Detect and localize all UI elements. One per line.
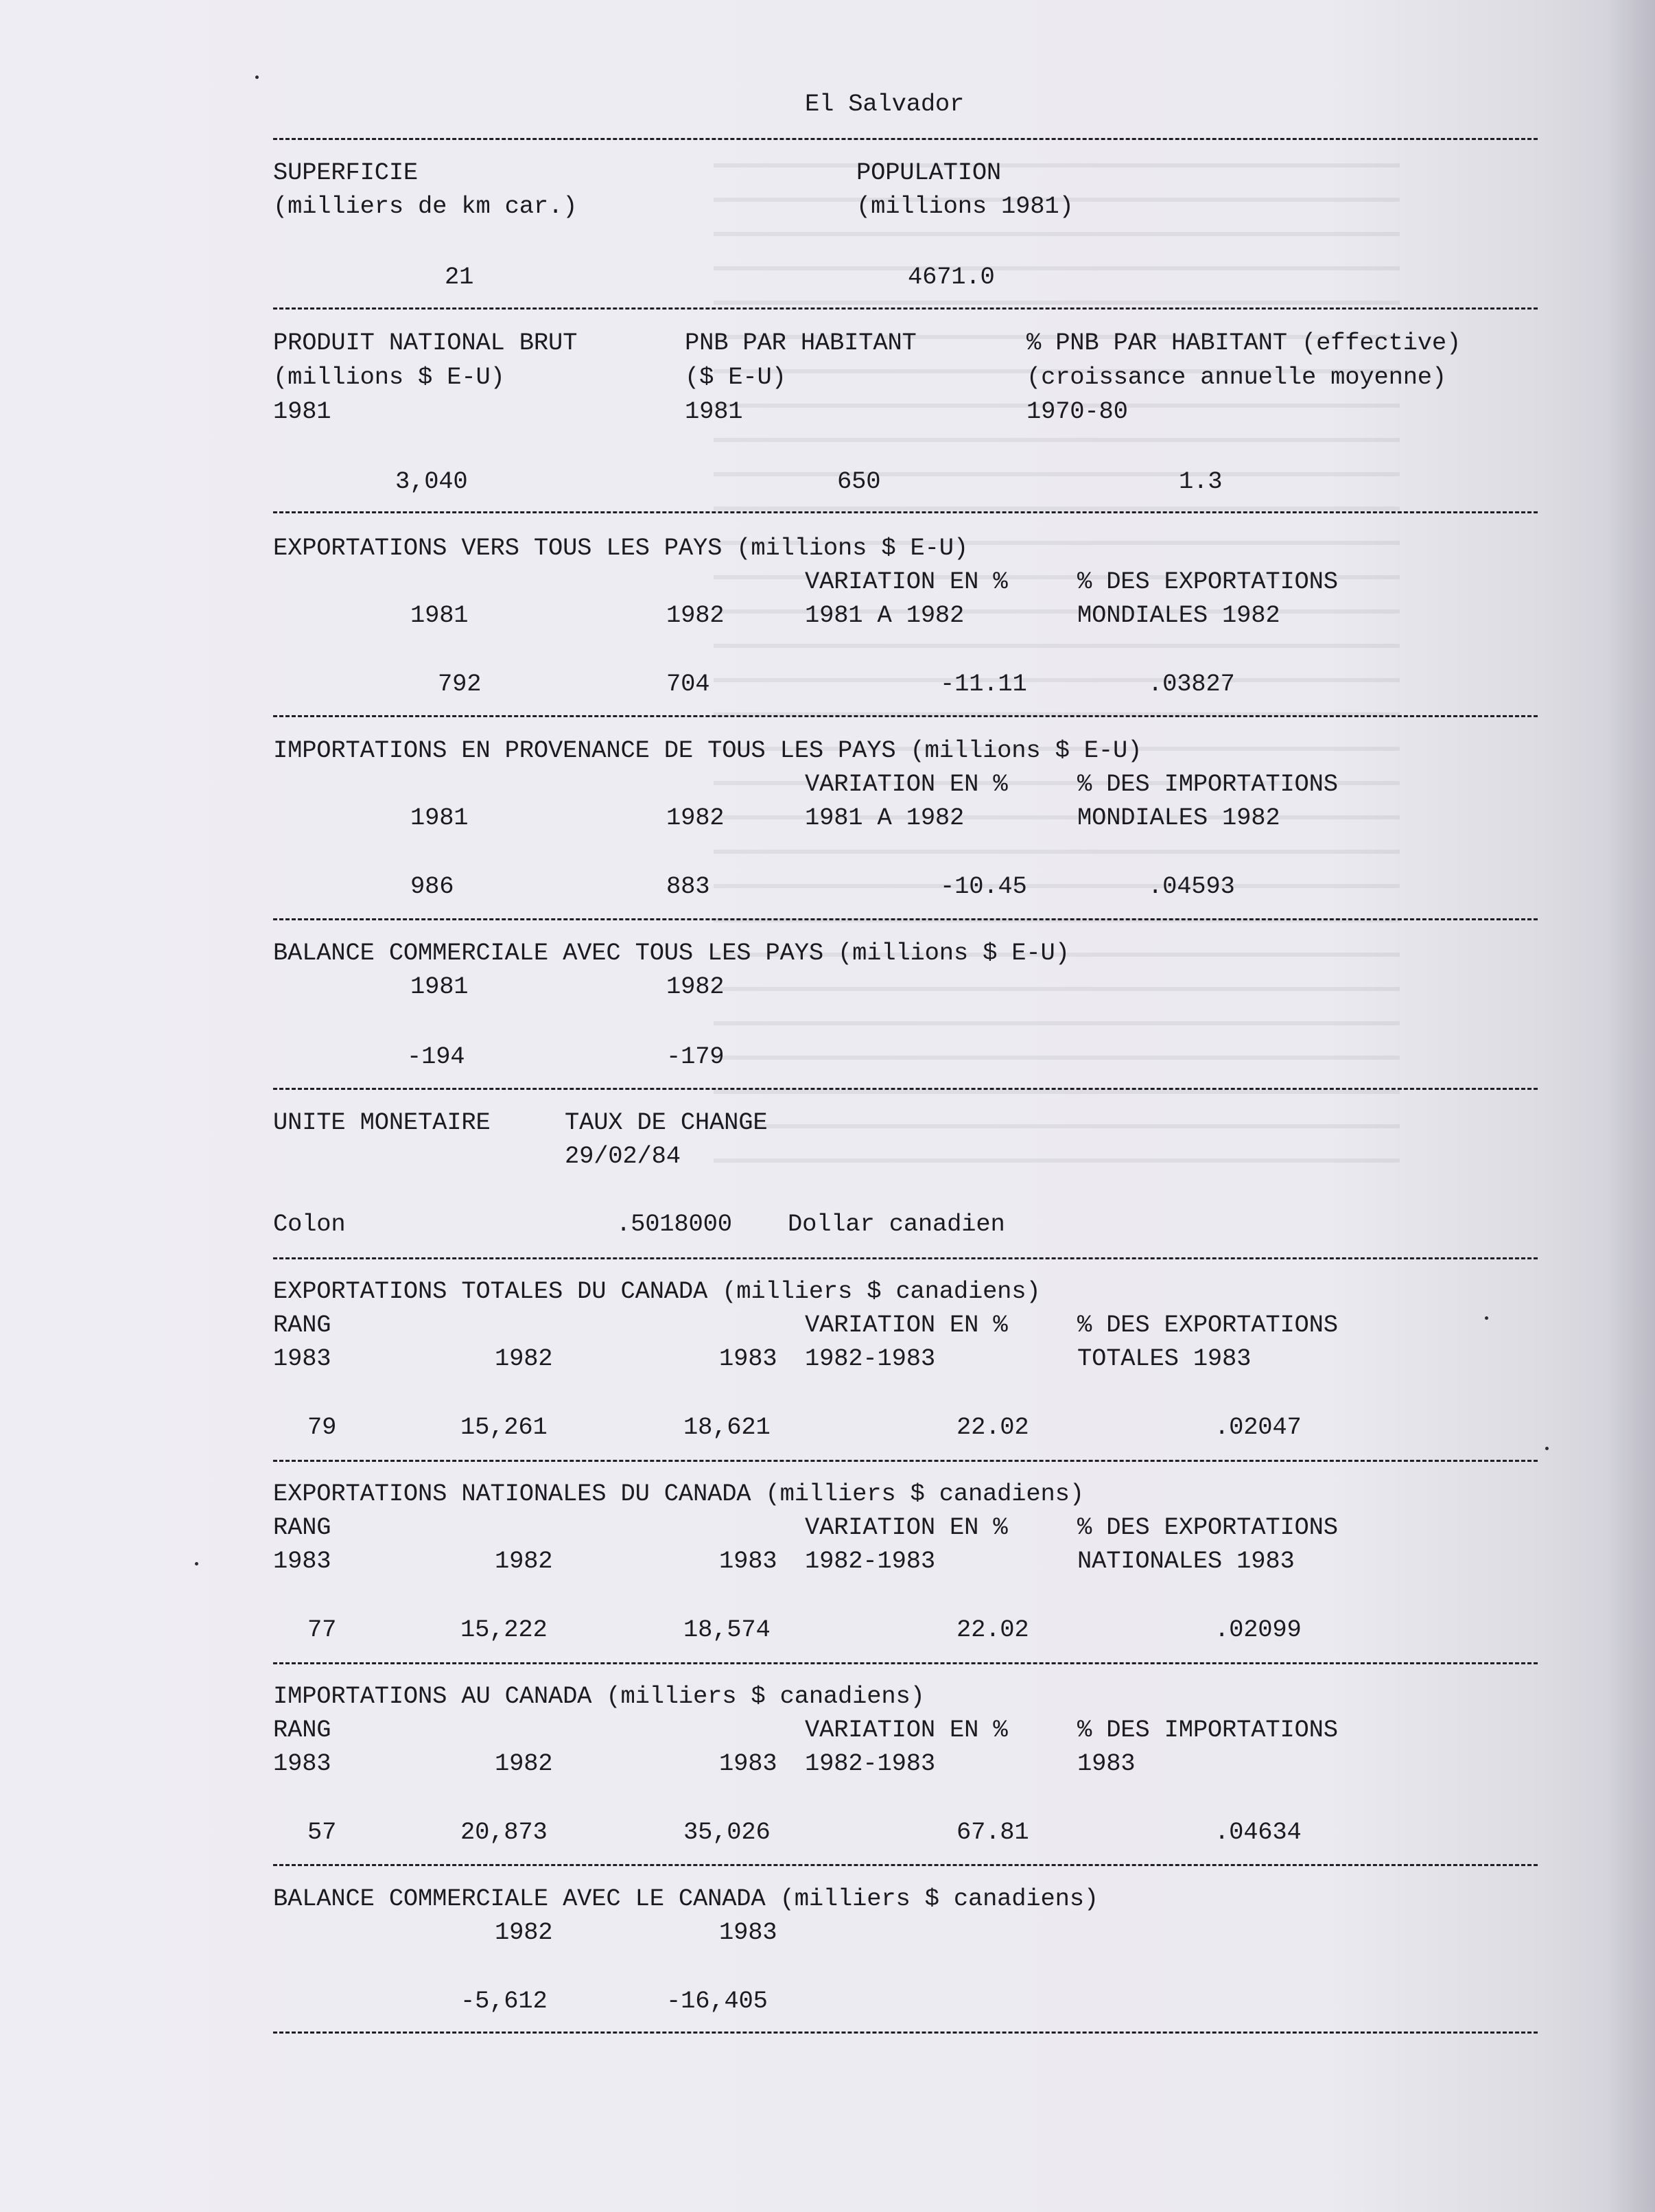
- section-title: EXPORTATIONS NATIONALES DU CANADA (milliers $ canadiens): [273, 1480, 1084, 1508]
- year-1982: 1982: [495, 1918, 553, 1946]
- exchange-rate-date: 29/02/84: [565, 1142, 681, 1170]
- year-1982: 1982: [666, 804, 725, 832]
- year-1983: 1983: [719, 1749, 777, 1778]
- variation-value: 22.02: [956, 1413, 1029, 1441]
- variation-period: 1982-1983: [805, 1547, 935, 1575]
- rank-year: 1983: [273, 1344, 331, 1373]
- value-1982: 15,222: [460, 1616, 548, 1644]
- value-1982: 704: [666, 670, 710, 698]
- share-label: % DES EXPORTATIONS: [1077, 1311, 1338, 1339]
- year-1981: 1981: [410, 973, 469, 1001]
- dashed-rule: [273, 2031, 1538, 2038]
- dashed-rule: [273, 918, 1538, 924]
- variation-label: VARIATION EN %: [805, 568, 1008, 596]
- dashed-rule: [273, 511, 1538, 517]
- pnb-year: 1981: [273, 397, 331, 426]
- year-1981: 1981: [410, 804, 469, 832]
- value-1981: 986: [410, 872, 454, 900]
- pnb-per-capita-unit: ($ E-U): [685, 363, 786, 391]
- variation-period: 1982-1983: [805, 1344, 935, 1373]
- rank-value: 57: [307, 1818, 337, 1846]
- year-1982: 1982: [495, 1344, 553, 1373]
- share-value: .02047: [1214, 1413, 1302, 1441]
- country-title: El Salvador: [805, 90, 965, 118]
- exchange-rate-value: .5018000: [616, 1210, 732, 1238]
- rank-value: 77: [307, 1616, 337, 1644]
- exchange-rate-label: TAUX DE CHANGE: [565, 1108, 768, 1137]
- share-value: .03827: [1148, 670, 1235, 698]
- year-1983: 1983: [719, 1918, 777, 1946]
- variation-period: 1981 A 1982: [805, 804, 965, 832]
- value-1982: 883: [666, 872, 710, 900]
- variation-label: VARIATION EN %: [805, 770, 1008, 798]
- value-1981: 792: [438, 670, 482, 698]
- pnb-growth-unit: (croissance annuelle moyenne): [1026, 363, 1447, 391]
- pnb-label: PRODUIT NATIONAL BRUT: [273, 329, 578, 357]
- section-title: BALANCE COMMERCIALE AVEC LE CANADA (milliers $ canadiens): [273, 1885, 1099, 1913]
- share-label: % DES EXPORTATIONS: [1077, 568, 1338, 596]
- value-1982: -5,612: [460, 1987, 548, 2015]
- value-1981: -194: [407, 1043, 465, 1071]
- share-value: .04593: [1148, 872, 1235, 900]
- currency-unit-label: UNITE MONETAIRE: [273, 1108, 491, 1137]
- ink-speck: [195, 1562, 198, 1565]
- rank-value: 79: [307, 1413, 337, 1441]
- section-title: BALANCE COMMERCIALE AVEC TOUS LES PAYS (millions $ E-U): [273, 939, 1070, 967]
- share-period: NATIONALES 1983: [1077, 1547, 1295, 1575]
- variation-value: 22.02: [956, 1616, 1029, 1644]
- ink-speck: [1485, 1316, 1488, 1320]
- dashed-rule: [273, 1088, 1538, 1094]
- pnb-value: 3,040: [395, 467, 468, 496]
- year-1983: 1983: [719, 1344, 777, 1373]
- pnb-growth-value: 1.3: [1179, 467, 1223, 496]
- rank-label: RANG: [273, 1311, 331, 1339]
- share-period: TOTALES 1983: [1077, 1344, 1252, 1373]
- value-1982: 20,873: [460, 1818, 548, 1846]
- superficie-value: 21: [445, 263, 474, 291]
- rank-year: 1983: [273, 1547, 331, 1575]
- population-value: 4671.0: [908, 263, 995, 291]
- dashed-rule: [273, 1460, 1538, 1466]
- share-value: .04634: [1214, 1818, 1302, 1846]
- pnb-unit: (millions $ E-U): [273, 363, 505, 391]
- dashed-rule: [273, 307, 1538, 314]
- rank-label: RANG: [273, 1716, 331, 1744]
- year-1982: 1982: [495, 1749, 553, 1778]
- rank-label: RANG: [273, 1513, 331, 1541]
- section-title: IMPORTATIONS AU CANADA (milliers $ canadiens): [273, 1682, 925, 1710]
- dashed-rule: [273, 138, 1538, 144]
- variation-period: 1981 A 1982: [805, 601, 965, 629]
- currency-name: Colon: [273, 1210, 346, 1238]
- variation-value: 67.81: [956, 1818, 1029, 1846]
- exchange-rate-currency: Dollar canadien: [788, 1210, 1005, 1238]
- pnb-per-capita-value: 650: [837, 467, 881, 496]
- value-1983: 18,621: [683, 1413, 771, 1441]
- year-1982: 1982: [666, 973, 725, 1001]
- value-1982: -179: [666, 1043, 725, 1071]
- section-title: EXPORTATIONS VERS TOUS LES PAYS (millions $ E-U): [273, 534, 968, 562]
- year-1982: 1982: [666, 601, 725, 629]
- pnb-growth-label: % PNB PAR HABITANT (effective): [1026, 329, 1462, 357]
- dashed-rule: [273, 1864, 1538, 1870]
- value-1983: -16,405: [666, 1987, 768, 2015]
- variation-value: -10.45: [940, 872, 1027, 900]
- bleed-through-text: [714, 137, 1400, 1167]
- share-label: % DES IMPORTATIONS: [1077, 770, 1338, 798]
- value-1983: 35,026: [683, 1818, 771, 1846]
- variation-label: VARIATION EN %: [805, 1311, 1008, 1339]
- share-period: MONDIALES 1982: [1077, 601, 1280, 629]
- dashed-rule: [273, 1662, 1538, 1668]
- share-value: .02099: [1214, 1616, 1302, 1644]
- population-unit: (millions 1981): [856, 192, 1074, 220]
- ink-speck: [1545, 1447, 1549, 1450]
- share-label: % DES EXPORTATIONS: [1077, 1513, 1338, 1541]
- share-period: MONDIALES 1982: [1077, 804, 1280, 832]
- dashed-rule: [273, 1257, 1538, 1264]
- section-title: IMPORTATIONS EN PROVENANCE DE TOUS LES PAYS (millions $ E-U): [273, 736, 1142, 765]
- value-1982: 15,261: [460, 1413, 548, 1441]
- share-period: 1983: [1077, 1749, 1136, 1778]
- population-label: POPULATION: [856, 159, 1002, 187]
- pnb-per-capita-label: PNB PAR HABITANT: [685, 329, 917, 357]
- year-1981: 1981: [410, 601, 469, 629]
- pnb-growth-years: 1970-80: [1026, 397, 1128, 426]
- variation-period: 1982-1983: [805, 1749, 935, 1778]
- dashed-rule: [273, 715, 1538, 721]
- superficie-unit: (milliers de km car.): [273, 192, 578, 220]
- year-1982: 1982: [495, 1547, 553, 1575]
- page-edge-shadow: [1607, 0, 1655, 2212]
- variation-value: -11.11: [940, 670, 1027, 698]
- ink-speck: [255, 75, 259, 79]
- superficie-label: SUPERFICIE: [273, 159, 419, 187]
- rank-year: 1983: [273, 1749, 331, 1778]
- variation-label: VARIATION EN %: [805, 1716, 1008, 1744]
- variation-label: VARIATION EN %: [805, 1513, 1008, 1541]
- share-label: % DES IMPORTATIONS: [1077, 1716, 1338, 1744]
- section-title: EXPORTATIONS TOTALES DU CANADA (milliers $ canadiens): [273, 1277, 1041, 1305]
- year-1983: 1983: [719, 1547, 777, 1575]
- pnb-per-capita-year: 1981: [685, 397, 743, 426]
- value-1983: 18,574: [683, 1616, 771, 1644]
